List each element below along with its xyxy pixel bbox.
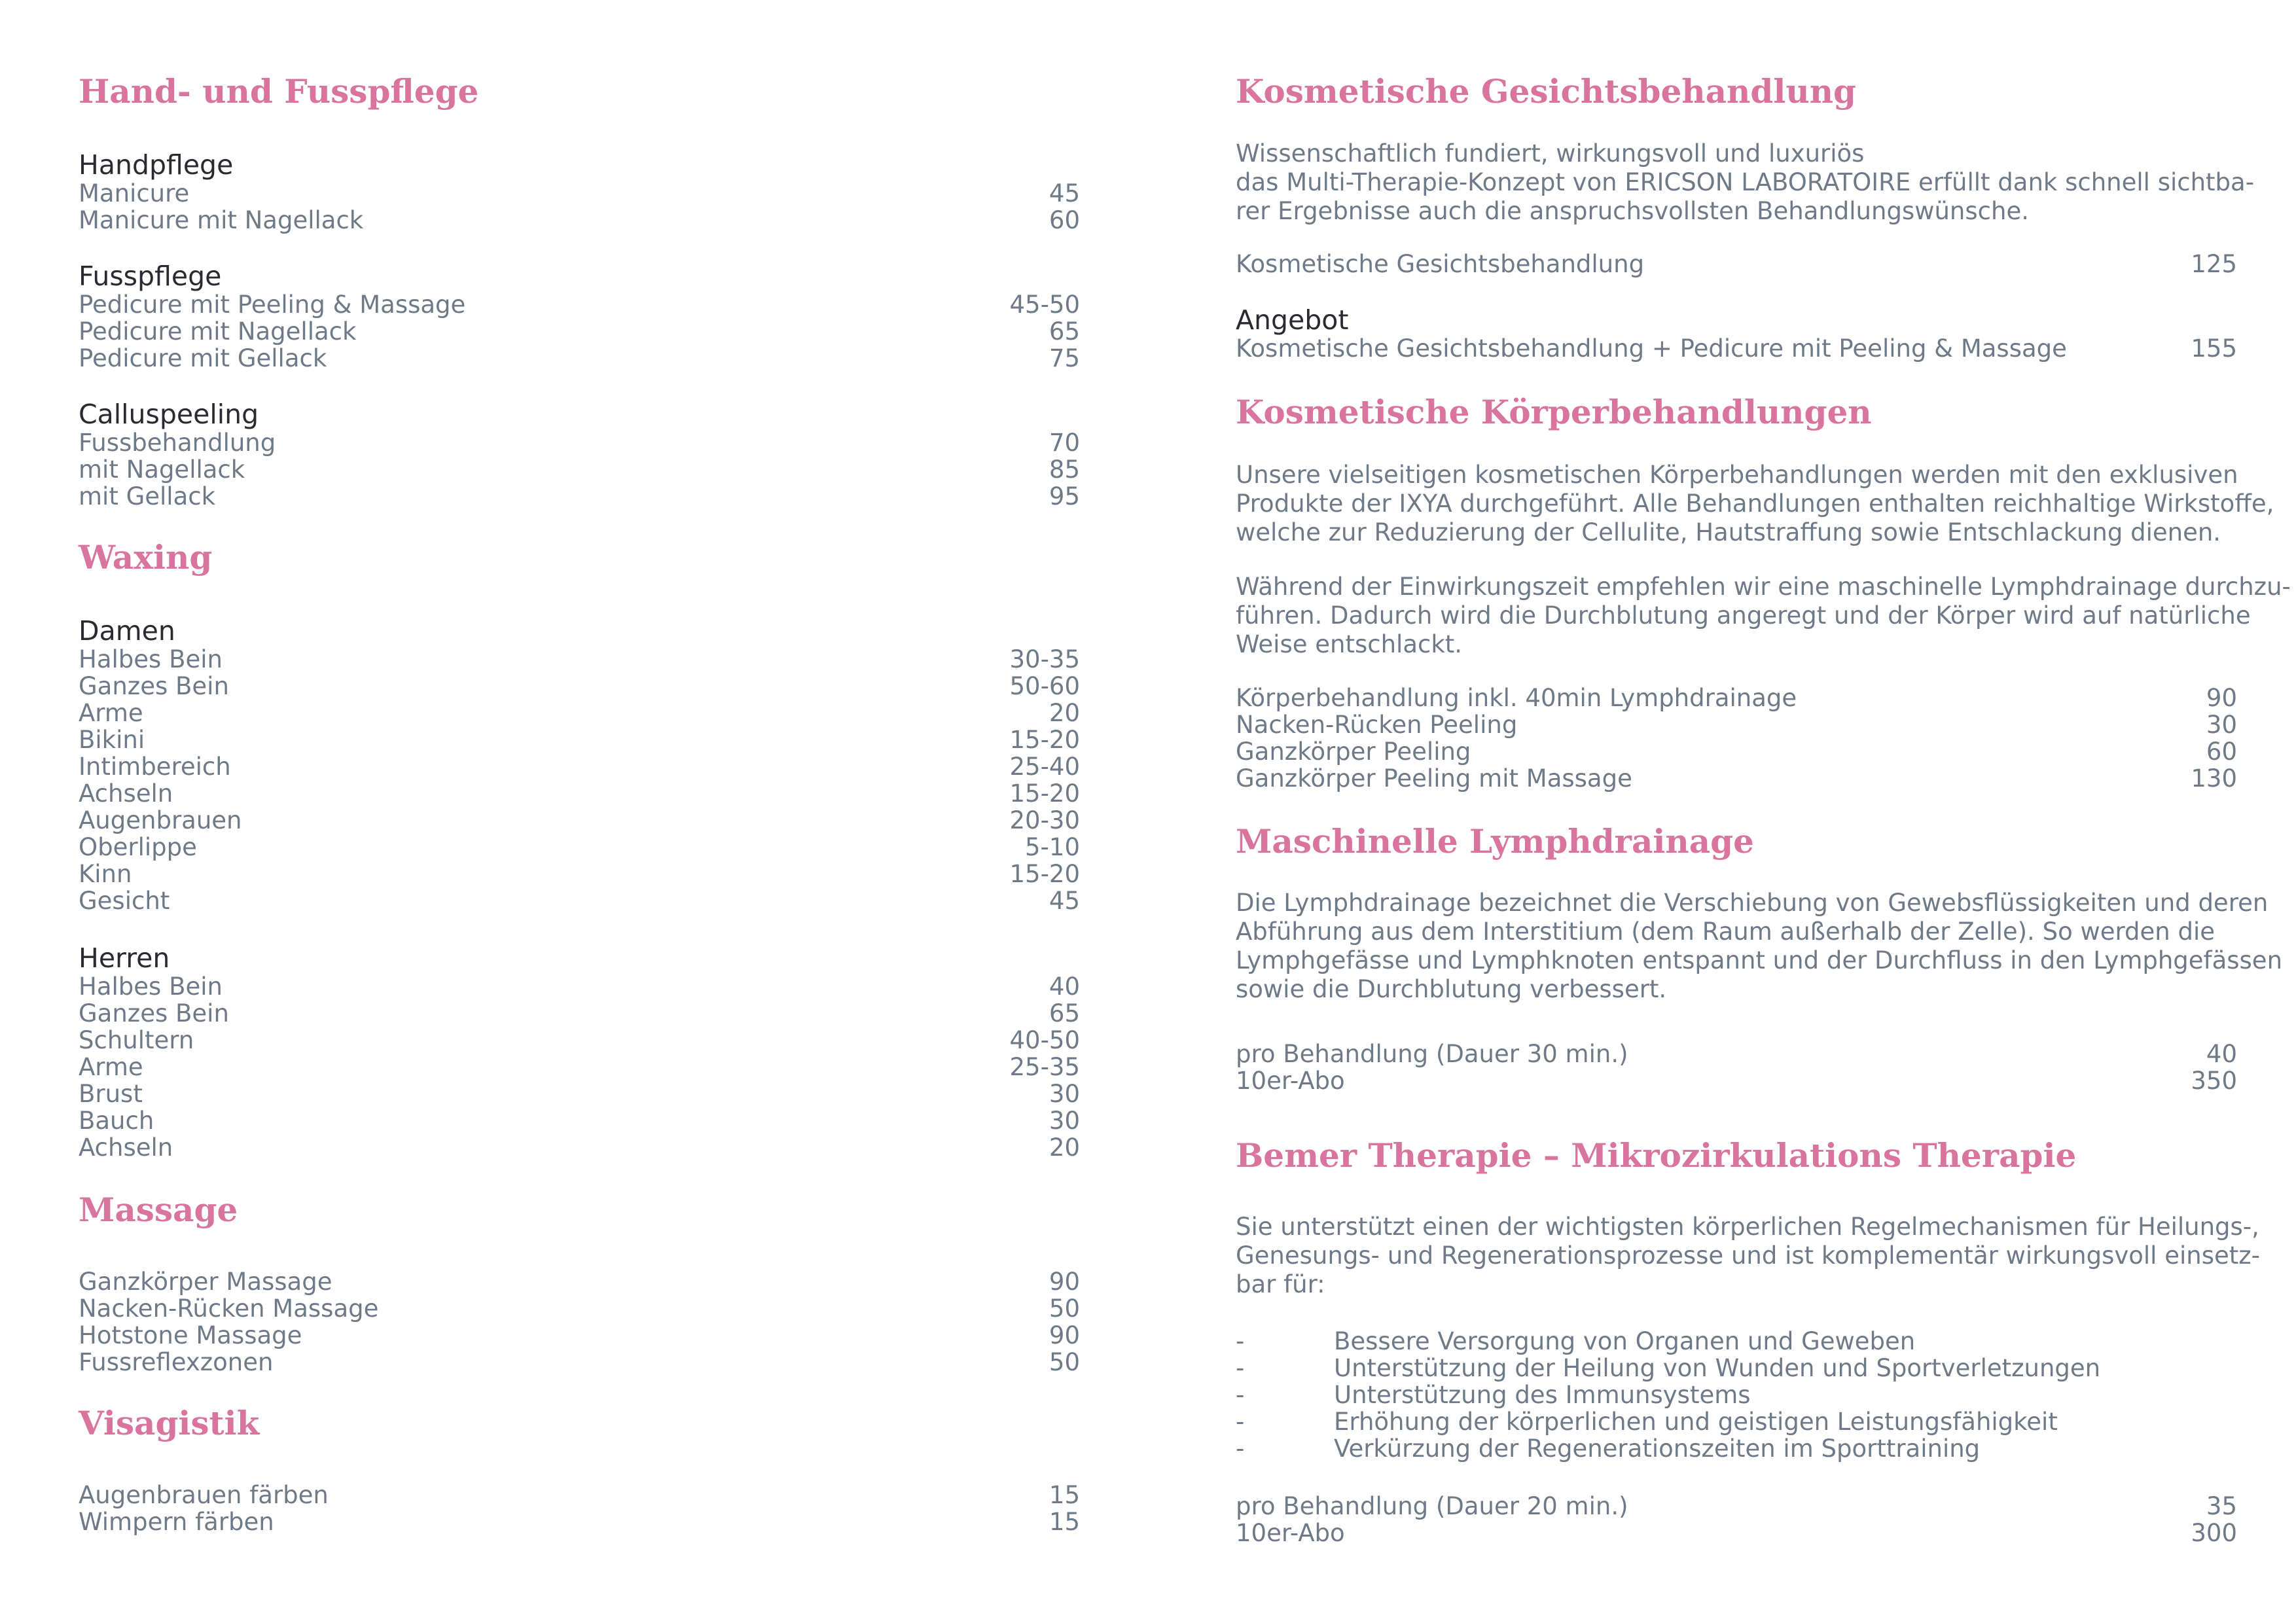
list-item: Oberlippe 5-10 <box>79 833 1080 861</box>
list-item: pro Behandlung (Dauer 20 min.) 35 <box>1236 1492 2237 1520</box>
list-item: Manicure mit Nagellack 60 <box>79 206 1080 234</box>
bullet-item: - Unterstützung des Immunsystems <box>1236 1381 1751 1409</box>
list-item: pro Behandlung (Dauer 30 min.) 40 <box>1236 1040 2237 1068</box>
list-item: Fussreflexzonen 50 <box>79 1348 1080 1376</box>
list-item: Bauch 30 <box>79 1107 1080 1135</box>
section-title-bemer: Bemer Therapie – Mikrozirkulations Therapie <box>1236 1136 2077 1175</box>
list-item: Augenbrauen 20-30 <box>79 806 1080 834</box>
list-item: Fussbehandlung 70 <box>79 429 1080 457</box>
list-item: Halbes Bein 40 <box>79 972 1080 1001</box>
list-item: Hotstone Massage 90 <box>79 1321 1080 1349</box>
list-item: mit Gellack 95 <box>79 482 1080 510</box>
list-item: mit Nagellack 85 <box>79 455 1080 484</box>
list-item: Körperbehandlung inkl. 40min Lymphdrainage 90 <box>1236 684 2237 712</box>
subsection-title-angebot: Angebot <box>1236 304 1349 336</box>
subsection-title-calluspeeling: Calluspeeling <box>79 399 259 430</box>
list-item: Pedicure mit Nagellack 65 <box>79 317 1080 346</box>
bemer-description: Sie unterstützt einen der wichtigsten körperlichen Regelmechanismen für Heilungs-, Genesungs- und Regenerationsprozesse und ist komplementär wirkungsvoll einsetz- bar für: <box>1236 1213 2261 1298</box>
section-title-massage: Massage <box>79 1190 238 1229</box>
list-item: Achseln 20 <box>79 1133 1080 1162</box>
list-item: Ganzkörper Peeling 60 <box>1236 738 2237 766</box>
list-item: Ganzkörper Massage 90 <box>79 1268 1080 1296</box>
gesicht-description: Wissenschaftlich fundiert, wirkungsvoll und luxuriös das Multi-Therapie-Konzept von ERICSON LABORATOIRE erfüllt dank schnell sichtba- rer Ergebnisse auch die anspruchsvollsten Behandlungswünsche. <box>1236 139 2255 225</box>
list-item: Wimpern färben 15 <box>79 1508 1080 1536</box>
koerper-description-2: Während der Einwirkungszeit empfehlen wir eine maschinelle Lymphdrainage durchzu- führen. Dadurch wird die Durchblutung angeregt und der Körper wird auf natürliche Weise entschlackt. <box>1236 573 2291 658</box>
list-item: Kinn 15-20 <box>79 860 1080 888</box>
list-item: Nacken-Rücken Peeling 30 <box>1236 711 2237 739</box>
list-item: Arme 25-35 <box>79 1053 1080 1081</box>
list-item: Halbes Bein 30-35 <box>79 645 1080 673</box>
list-item: Brust 30 <box>79 1080 1080 1108</box>
list-item: Pedicure mit Gellack 75 <box>79 344 1080 372</box>
list-item: Augenbrauen färben 15 <box>79 1481 1080 1509</box>
list-item: Ganzes Bein 50-60 <box>79 672 1080 700</box>
bullet-item: - Erhöhung der körperlichen und geistigen Leistungsfähigkeit <box>1236 1408 2058 1436</box>
list-item: Bikini 15-20 <box>79 726 1080 754</box>
section-title-gesichtsbehandlung: Kosmetische Gesichtsbehandlung <box>1236 72 1857 111</box>
list-item: 10er-Abo 350 <box>1236 1067 2237 1095</box>
list-item: Arme 20 <box>79 699 1080 727</box>
section-title-waxing: Waxing <box>79 538 213 577</box>
list-item: Kosmetische Gesichtsbehandlung + Pedicure mit Peeling & Massage 155 <box>1236 334 2237 363</box>
list-item: Ganzes Bein 65 <box>79 999 1080 1027</box>
bullet-item: - Unterstützung der Heilung von Wunden und Sportverletzungen <box>1236 1354 2101 1382</box>
section-title-lymphdrainage: Maschinelle Lymphdrainage <box>1236 822 1754 861</box>
list-item: Gesicht 45 <box>79 887 1080 915</box>
list-item: Schultern 40-50 <box>79 1026 1080 1054</box>
bullet-item: - Verkürzung der Regenerationszeiten im Sporttraining <box>1236 1435 1981 1463</box>
section-title-koerperbehandlungen: Kosmetische Körperbehandlungen <box>1236 393 1872 431</box>
list-item: Ganzkörper Peeling mit Massage 130 <box>1236 764 2237 793</box>
subsection-title-herren: Herren <box>79 942 170 974</box>
section-title-hand-fuss: Hand- und Fusspflege <box>79 72 479 111</box>
list-item: Intimbereich 25-40 <box>79 753 1080 781</box>
list-item: Nacken-Rücken Massage 50 <box>79 1294 1080 1323</box>
list-item: 10er-Abo 300 <box>1236 1519 2237 1547</box>
list-item: Achseln 15-20 <box>79 779 1080 808</box>
lymph-description: Die Lymphdrainage bezeichnet die Verschiebung von Gewebsflüssigkeiten und deren Abführung aus dem Interstitium (dem Raum außerhalb der Zelle). So werden die Lymphgefässe und Lymphknoten entspannt und der Durchfluss in den Lymphgefässen sowie die Durchblutung verbessert. <box>1236 889 2283 1003</box>
list-item: Manicure 45 <box>79 179 1080 207</box>
list-item: Kosmetische Gesichtsbehandlung 125 <box>1236 250 2237 278</box>
subsection-title-damen: Damen <box>79 615 175 647</box>
list-item: Pedicure mit Peeling & Massage 45-50 <box>79 291 1080 319</box>
subsection-title-fusspflege: Fusspflege <box>79 260 222 292</box>
koerper-description-1: Unsere vielseitigen kosmetischen Körperbehandlungen werden mit den exklusiven Produkte der IXYA durchgeführt. Alle Behandlungen enthalten reichhaltige Wirkstoffe, welche zur Reduzierung der Cellulite, Hautstraffung sowie Entschlackung dienen. <box>1236 461 2274 546</box>
bullet-item: - Bessere Versorgung von Organen und Geweben <box>1236 1327 1916 1355</box>
section-title-visagistik: Visagistik <box>79 1404 260 1442</box>
subsection-title-handpflege: Handpflege <box>79 149 234 181</box>
